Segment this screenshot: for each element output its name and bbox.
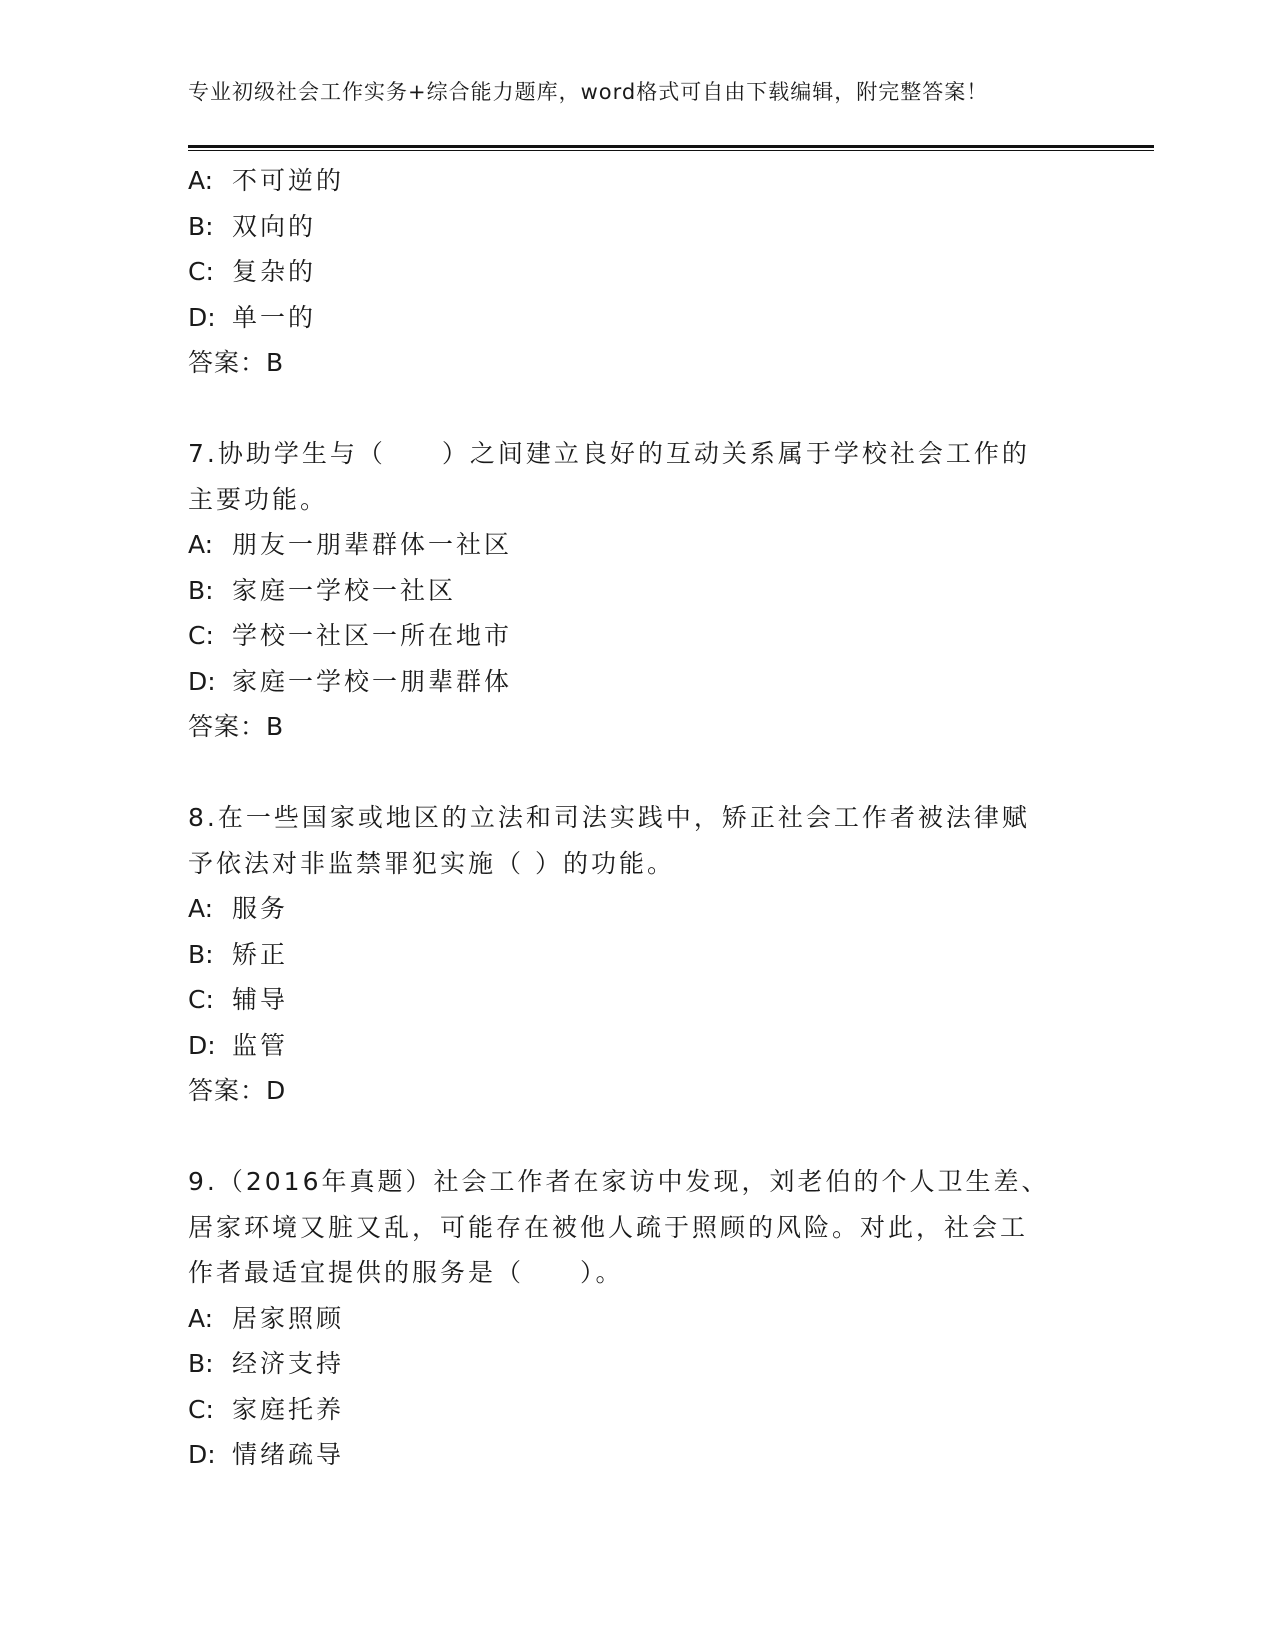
prev-question-block [188, 158, 1068, 386]
option-letter: D: [188, 302, 216, 332]
option-c [188, 613, 1068, 659]
question-stem-line: 主要功能。 [188, 484, 329, 514]
question-stem-line: 予依法对非监禁罪犯实施（ ）的功能。 [188, 848, 675, 878]
option-letter: D: [188, 1440, 216, 1469]
option-text: 不可逆的 [232, 166, 345, 195]
answer-line: 答案：D [188, 1076, 287, 1105]
option-text: 辅导 [232, 985, 289, 1014]
question-7-block [188, 431, 1068, 750]
option-text: 双向的 [232, 211, 317, 241]
option-a [188, 1296, 1068, 1342]
option-d [188, 659, 1068, 705]
option-text: 单一的 [232, 302, 317, 332]
option-a [188, 158, 1068, 204]
option-text: 矫正 [232, 939, 289, 969]
spacer [188, 1114, 1068, 1160]
question-content [188, 158, 1068, 1478]
option-letter: C: [188, 985, 214, 1014]
option-letter: B: [188, 575, 214, 605]
option-text: 情绪疏导 [232, 1440, 345, 1469]
option-letter: A: [188, 1303, 214, 1333]
option-letter: C: [188, 257, 214, 286]
option-letter: D: [188, 1030, 216, 1060]
spacer [188, 750, 1068, 796]
option-c [188, 977, 1068, 1023]
option-text: 朋友一朋辈群体一社区 [232, 530, 513, 559]
option-letter: B: [188, 211, 214, 241]
question-stem-line: 9.（2016年真题）社会工作者在家访中发现，刘老伯的个人卫生差、 [188, 1167, 1050, 1196]
option-d [188, 1432, 1068, 1478]
spacer [188, 386, 1068, 432]
option-text: 学校一社区一所在地市 [232, 621, 513, 650]
option-b [188, 204, 1068, 250]
option-text: 家庭一学校一朋辈群体 [232, 666, 513, 696]
option-text: 经济支持 [232, 1349, 345, 1378]
option-d [188, 295, 1068, 341]
option-text: 居家照顾 [232, 1303, 345, 1333]
option-letter: C: [188, 1394, 214, 1424]
question-9-block [188, 1159, 1068, 1478]
question-stem-line: 7.协助学生与（ ）之间建立良好的互动关系属于学校社会工作的 [188, 439, 1030, 468]
option-a [188, 522, 1068, 568]
option-c [188, 249, 1068, 295]
question-stem-line: 居家环境又脏又乱，可能存在被他人疏于照顾的风险。对此，社会工 [188, 1212, 1029, 1242]
answer-line: 答案：B [188, 348, 285, 377]
option-letter: A: [188, 894, 214, 923]
header-divider-thick [188, 145, 1154, 148]
option-letter: B: [188, 1349, 214, 1378]
option-c [188, 1387, 1068, 1433]
option-letter: C: [188, 621, 214, 650]
option-text: 服务 [232, 894, 289, 923]
answer-line: 答案：B [188, 712, 285, 741]
option-b [188, 1341, 1068, 1387]
option-letter: D: [188, 666, 216, 696]
question-8-block [188, 795, 1068, 1114]
option-letter: A: [188, 530, 214, 559]
option-text: 家庭一学校一社区 [232, 575, 457, 605]
question-stem-line: 8.在一些国家或地区的立法和司法实践中，矫正社会工作者被法律赋 [188, 803, 1030, 832]
option-text: 复杂的 [232, 257, 317, 286]
option-text: 家庭托养 [232, 1394, 345, 1424]
option-b [188, 932, 1068, 978]
page-header-title: 专业初级社会工作实务+综合能力题库，word格式可自由下载编辑，附完整答案！ [188, 80, 989, 104]
question-stem-line: 作者最适宜提供的服务是（ ）。 [188, 1258, 624, 1287]
option-b [188, 568, 1068, 614]
header-divider-thin [188, 150, 1154, 151]
option-letter: A: [188, 166, 214, 195]
option-a [188, 886, 1068, 932]
option-text: 监管 [232, 1030, 289, 1060]
option-letter: B: [188, 939, 214, 969]
option-d [188, 1023, 1068, 1069]
